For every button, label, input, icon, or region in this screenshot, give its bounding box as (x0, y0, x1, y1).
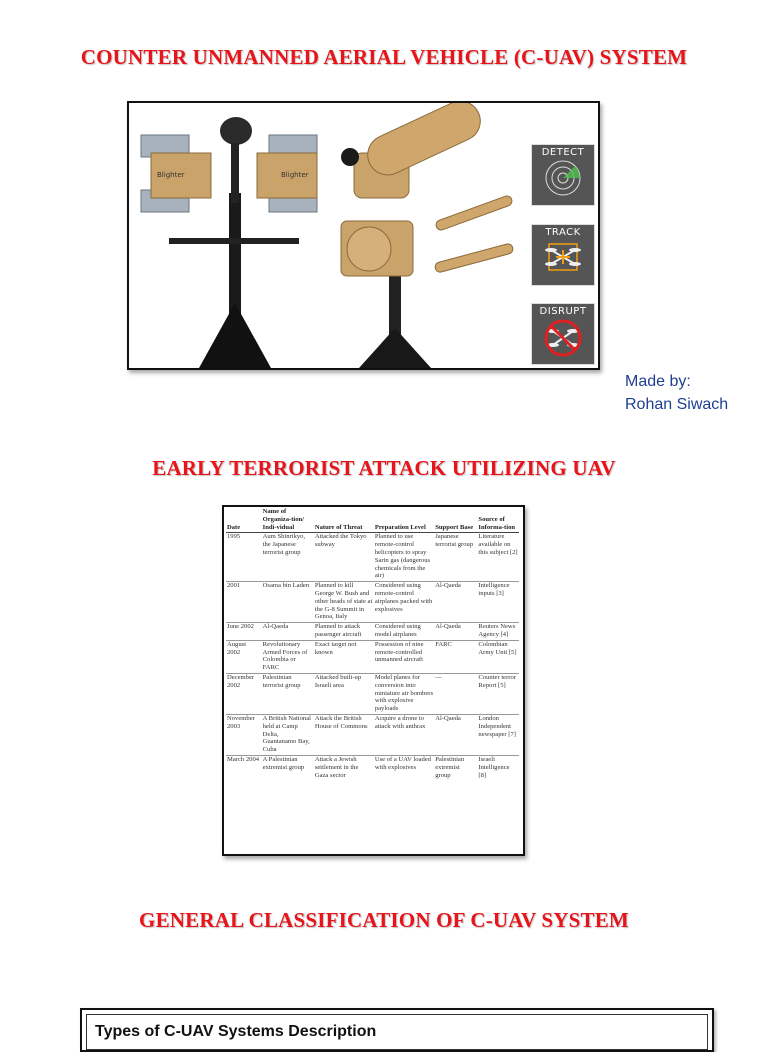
column-header-preparation: Preparation Level (374, 508, 434, 533)
disrupt-label: DISRUPT (539, 306, 587, 317)
table-cell: Attacked built-up Israeli area (314, 673, 374, 714)
table-cell: London Independent newspaper [7] (477, 714, 519, 755)
table-cell: Model planes for conversion into miniature air bombers with explosive payloads (374, 673, 434, 714)
table-row (226, 673, 519, 714)
credit-label: Made by: (625, 373, 691, 390)
column-header-source: Source of Informa-tion (477, 508, 519, 533)
table-cell: December 2002 (226, 673, 262, 714)
blighter-label-left: Blighter (157, 171, 185, 179)
column-header-organization: Name of Organiza-tion/ Indi-vidual (262, 508, 314, 533)
table-cell: Colombian Army Unit [5] (477, 640, 519, 673)
table-body (226, 533, 519, 780)
table-cell: Planned to kill George W. Bush and other heads of state at the G-8 Summit in Genoa, Italy (314, 582, 374, 623)
table-cell: Considered using remote-control airplanes packed with explosives (374, 582, 434, 623)
disrupt-badge (531, 303, 595, 365)
terrorist-attack-table (226, 508, 519, 780)
no-drone-icon (541, 317, 585, 359)
detect-label: DETECT (541, 147, 585, 158)
table-cell: Attacked the Tokyo subway (314, 533, 367, 549)
track-badge (531, 224, 595, 286)
table-cell: Use of a UAV loaded with explosives (374, 755, 434, 780)
column-header-threat: Nature of Threat (314, 508, 374, 533)
radar-icon (543, 158, 583, 198)
table-cell: Exact target not known (314, 640, 374, 673)
table-cell: Considered using model airplanes (374, 623, 434, 641)
table-row (226, 623, 519, 641)
table-cell: Revolutionary Armed Forces of Colombia or FARC (262, 640, 314, 673)
column-header-support: Support Base (434, 508, 477, 533)
table-cell: Osama bin Laden (262, 582, 314, 623)
section-heading-early-attacks: EARLY TERRORIST ATTACK UTILIZING UAV (152, 456, 616, 480)
table-cell: June 2002 (226, 623, 262, 641)
table-cell: 1995 (227, 533, 241, 541)
table-cell: August 2002 (226, 640, 262, 673)
table-cell: Al-Qaeda (434, 714, 477, 755)
table-cell: 2001 (226, 582, 262, 623)
table-cell: Al-Qaeda (262, 623, 314, 641)
table-cell: Possession of nine remote-controlled unmanned aircraft (374, 640, 434, 673)
table-cell: — (434, 673, 477, 714)
table-cell: Palestinian extremist group (434, 755, 477, 780)
table-cell: Attack a Jewish settlement in the Gaza sector (314, 755, 374, 780)
table-cell: March 2004 (226, 755, 262, 780)
table-cell: Planned to attack passenger aircraft (314, 623, 374, 641)
table-row (226, 755, 519, 780)
drone-track-icon (541, 238, 585, 278)
classification-table-image (80, 1008, 714, 1052)
table-cell: Intelligence inputs [3] (477, 582, 519, 623)
table-cell: Al-Qaeda (434, 582, 477, 623)
table-cell: Aum Shinrikyo, the Japanese terrorist group (262, 533, 306, 556)
table-row (226, 714, 519, 755)
c-uav-system-image (127, 101, 600, 370)
table-cell: A Palestinian extremist group (262, 755, 314, 780)
table-cell: Planned to use remote-control helicopters to spray Sarin gas (dangerous chemicals from the air) (374, 533, 431, 580)
section-heading-classification: GENERAL CLASSIFICATION OF C-UAV SYSTEM (139, 908, 629, 932)
table-header-row (226, 508, 519, 533)
author-name: Rohan Siwach (625, 396, 729, 413)
table-cell: Israeli Intelligence [8] (477, 755, 519, 780)
terrorist-attack-table-image (222, 505, 525, 856)
table-row (226, 582, 519, 623)
table-cell: A British National held at Camp Delta, Guantanamo Bay, Cuba (262, 714, 314, 755)
page-title: COUNTER UNMANNED AERIAL VEHICLE (C-UAV) SYSTEM (80, 45, 688, 69)
classification-table-title: Types of C-UAV Systems Description (95, 1023, 377, 1040)
table-row (226, 640, 519, 673)
table-cell: November 2003 (226, 714, 262, 755)
c-uav-equipment-illustration (129, 103, 529, 368)
column-header-date: Date (226, 508, 262, 533)
detect-badge (531, 144, 595, 206)
table-row (226, 533, 519, 582)
track-label: TRACK (545, 227, 581, 238)
table-cell: Attack the British House of Commons (314, 714, 374, 755)
table-cell: FARC (434, 640, 477, 673)
table-cell: Literature available on this subject [2] (478, 533, 518, 556)
table-cell: Counter terror Report [5] (477, 673, 519, 714)
table-cell: Al-Qaeda (434, 623, 477, 641)
table-cell: Palestinian terrorist group (262, 673, 314, 714)
table-cell: Reuters News Agency [4] (477, 623, 519, 641)
table-cell: Japanese terrorist group (435, 533, 474, 549)
table-cell: Acquire a drone to attack with anthrax (374, 714, 434, 755)
blighter-label-right: Blighter (281, 171, 309, 179)
classification-table-inner (86, 1014, 708, 1050)
